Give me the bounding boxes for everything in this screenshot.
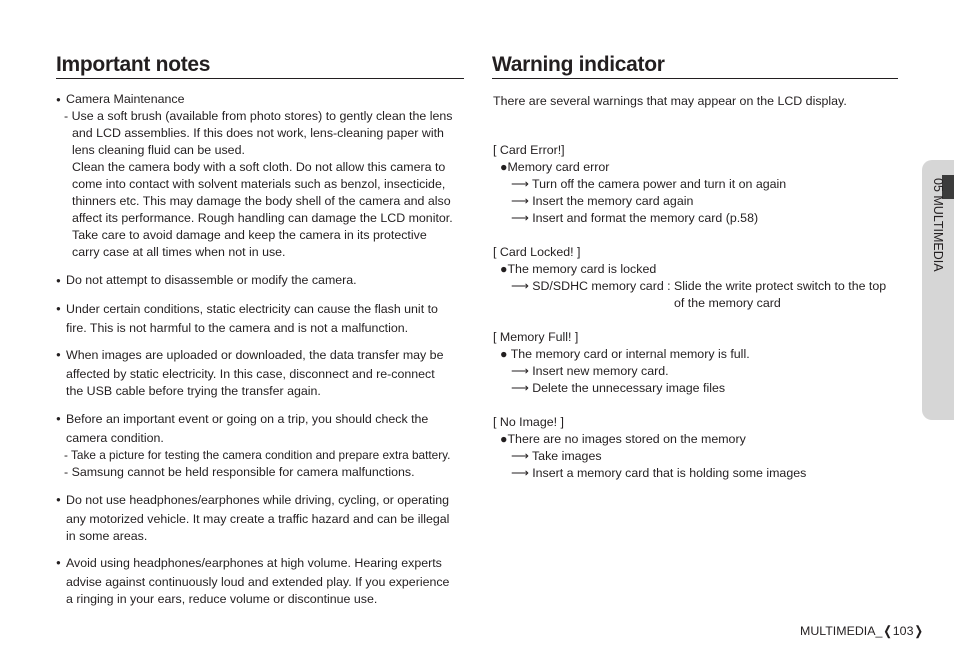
trip-line: ● Before an important event or going on a trip, you should check the <box>56 410 450 429</box>
warning-indicator-title: Warning indicator <box>492 52 898 79</box>
warning-head: [ Memory Full! ] <box>493 330 579 344</box>
warning-action: ⟶ Insert and format the memory card (p.58) <box>511 211 759 225</box>
maintenance-line: carry case at all times when not in use. <box>72 245 286 259</box>
warning-desc: ● The memory card or internal memory is full. <box>500 347 750 361</box>
warning-head: [ No Image! ] <box>493 415 564 429</box>
maintenance-line: and LCD assemblies. If this does not work, lens-cleaning paper with <box>72 126 444 140</box>
volume-note <box>56 554 449 608</box>
warning-desc: ●There are no images stored on the memory <box>500 432 746 446</box>
page-bracket-right-icon: ❭ <box>913 624 924 638</box>
maintenance-line: - Use a soft brush (available from photo stores) to gently clean the lens <box>64 109 453 123</box>
volume-line: a ringing in your ears, reduce volume or discontinue use. <box>66 592 378 606</box>
transfer-line: the USB cable before trying the transfer again. <box>66 384 321 398</box>
headphones-line: in some areas. <box>66 529 148 543</box>
trip-sub-line: - Samsung cannot be held responsible for camera malfunctions. <box>64 465 415 479</box>
volume-line: ● Avoid using headphones/earphones at high volume. Hearing experts <box>56 554 449 573</box>
warning-action: ⟶ Turn off the camera power and turn it on again <box>511 177 787 191</box>
warning-card-error <box>493 142 786 227</box>
footer-section-label: MULTIMEDIA_ <box>800 624 883 638</box>
trip-note <box>56 410 450 481</box>
static-line: ● Under certain conditions, static electricity can cause the flash unit to <box>56 300 438 319</box>
maintenance-line: lens cleaning fluid can be used. <box>72 143 245 157</box>
static-note <box>56 300 438 338</box>
important-notes-title: Important notes <box>56 52 464 79</box>
maintenance-line: thinners etc. This may damage the body shell of the camera and also <box>72 194 451 208</box>
static-line: fire. This is not harmful to the camera and is not a malfunction. <box>66 321 409 335</box>
headphones-note <box>56 491 449 545</box>
warning-action: ⟶ SD/SDHC memory card : Slide the write protect switch to the top <box>511 279 887 293</box>
warning-action: ⟶ Insert a memory card that is holding some images <box>511 466 807 480</box>
warning-no-image <box>493 414 806 482</box>
warning-desc: ●The memory card is locked <box>500 262 657 276</box>
warning-action: ⟶ Insert the memory card again <box>511 194 694 208</box>
warning-action: ⟶ Delete the unnecessary image files <box>511 381 726 395</box>
warning-action: ⟶ Take images <box>511 449 602 463</box>
warning-head: [ Card Error!] <box>493 143 565 157</box>
warning-action: of the memory card <box>674 296 781 310</box>
volume-line: advise against continuously loud and extended play. If you experience <box>66 575 450 589</box>
transfer-line: affected by static electricity. In this case, disconnect and re-connect <box>66 367 435 381</box>
page-footer <box>800 623 924 638</box>
maintenance-line: Clean the camera body with a soft cloth. Do not allow this camera to <box>72 160 446 174</box>
maintenance-line: affect its performance. Rough handling can damage the LCD monitor. <box>72 211 453 225</box>
trip-line: camera condition. <box>66 431 164 445</box>
maintenance-line: Take care to avoid damage and keep the camera in its protective <box>72 228 427 242</box>
chapter-tab-label: 05 MULTIMEDIA <box>931 178 945 272</box>
headphones-line: ● Do not use headphones/earphones while driving, cycling, or operating <box>56 491 449 510</box>
camera-maintenance-head: ● Camera Maintenance <box>56 91 184 108</box>
warning-indicator-column <box>492 52 898 79</box>
disassemble-note: ● Do not attempt to disassemble or modify the camera. <box>56 272 357 289</box>
camera-maintenance-body <box>64 108 474 261</box>
warning-desc: ●Memory card error <box>500 160 610 174</box>
warning-action: ⟶ Insert new memory card. <box>511 364 669 378</box>
maintenance-line: come into contact with solvent materials such as benzol, insecticide, <box>72 177 446 191</box>
warning-memory-full <box>493 329 750 397</box>
headphones-line: any motorized vehicle. It may create a traffic hazard and can be illegal <box>66 512 450 526</box>
page-bracket-left-icon: ❬ <box>882 624 893 638</box>
warning-intro: There are several warnings that may appear on the LCD display. <box>493 94 847 108</box>
transfer-line: ● When images are uploaded or downloaded, the data transfer may be <box>56 346 443 365</box>
trip-sub-line: - Take a picture for testing the camera condition and prepare extra battery. <box>64 448 451 462</box>
important-notes-column <box>56 52 464 79</box>
page-number: 103 <box>892 624 914 638</box>
transfer-note <box>56 346 443 400</box>
warning-head: [ Card Locked! ] <box>493 245 581 259</box>
warning-card-locked <box>493 244 886 312</box>
